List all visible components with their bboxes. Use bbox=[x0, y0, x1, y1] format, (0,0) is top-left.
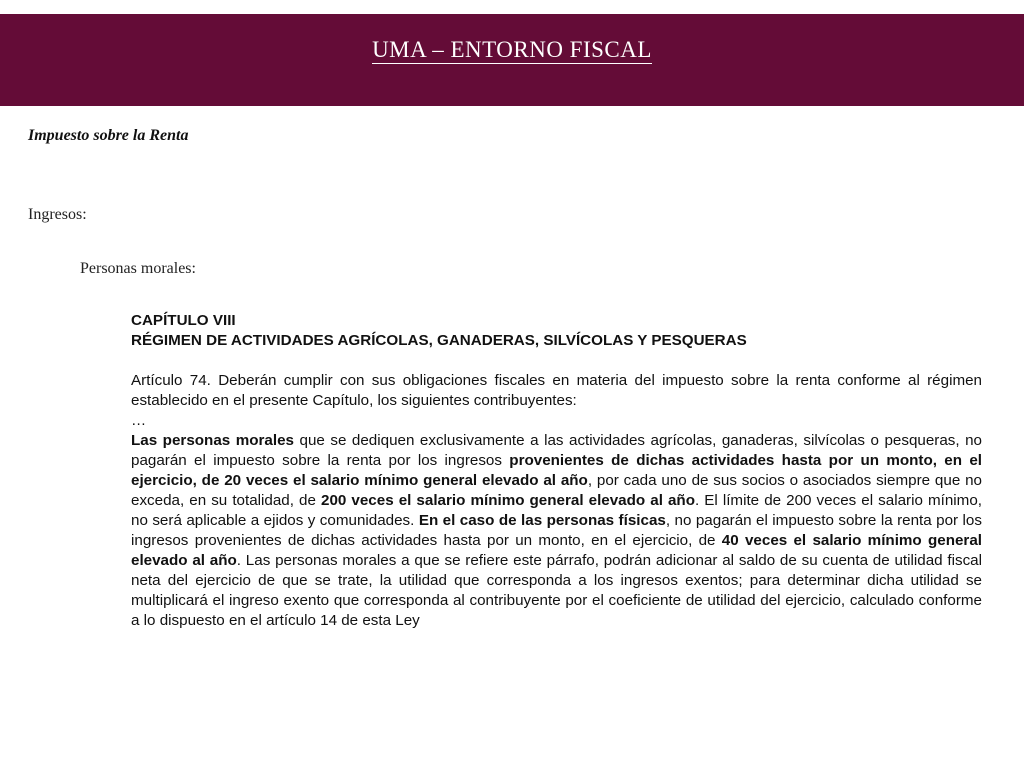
section-label: Ingresos: bbox=[28, 206, 87, 223]
paragraph-text: , por cada uno de sus socios o asociados siempre que no exceda, en su totalidad, de bbox=[131, 472, 982, 509]
paragraph-text: . Las personas morales a que se refiere este párrafo, podrán adicionar al saldo de su cuenta de utilidad fiscal neta del ejercicio de que se trate, la utilidad que corresponda a los ingresos exentos; para determinar dicha utilidad se multiplicará el ingreso exento que corresponda al contribuyente por el coeficiente de utilidad del ejercicio, calculado conforme a lo dispuesto en el artículo 14 de esta Ley bbox=[131, 552, 982, 629]
emphasis-personas-morales: Las personas morales bbox=[131, 432, 294, 449]
paragraph-text: . El límite de 200 veces el salario mínimo, no será aplicable a ejidos y comunidades. bbox=[131, 492, 982, 529]
emphasis-200-veces: 200 veces el salario mínimo general elevado al año bbox=[321, 492, 695, 509]
ellipsis: … bbox=[131, 412, 147, 429]
chapter-title: RÉGIMEN DE ACTIVIDADES AGRÍCOLAS, GANADERAS, SILVÍCOLAS Y PESQUERAS bbox=[131, 332, 747, 349]
subtitle: Impuesto sobre la Renta bbox=[28, 127, 189, 144]
article-intro: Artículo 74. Deberán cumplir con sus obligaciones fiscales en materia del impuesto sobre la renta conforme al régimen establecido en el presente Capítulo, los siguientes contribuyentes: bbox=[131, 372, 982, 409]
emphasis-20-veces: provenientes de dichas actividades hasta por un monto, en el ejercicio, de 20 veces el salario mínimo general elevado al año bbox=[131, 452, 982, 489]
paragraph-text: , no pagarán el impuesto sobre la renta por los ingresos provenientes de dichas actividades hasta por un monto, en el ejercicio, de bbox=[131, 512, 982, 549]
page-title-text: UMA – ENTORNO FISCAL bbox=[372, 37, 652, 62]
paragraph-text: que se dediquen exclusivamente a las actividades agrícolas, ganaderas, silvícolas o pesqueras, no pagarán el impuesto sobre la renta por los ingresos bbox=[131, 432, 983, 469]
emphasis-40-veces: 40 veces el salario mínimo general elevado al año bbox=[131, 532, 982, 569]
page-title bbox=[0, 37, 1024, 63]
emphasis-personas-fisicas: En el caso de las personas físicas bbox=[418, 512, 666, 529]
article-paragraph bbox=[131, 431, 982, 631]
subsection-label: Personas morales: bbox=[80, 260, 196, 277]
law-excerpt bbox=[131, 311, 982, 631]
chapter-number: CAPÍTULO VIII bbox=[131, 312, 236, 329]
spacer bbox=[131, 351, 982, 371]
